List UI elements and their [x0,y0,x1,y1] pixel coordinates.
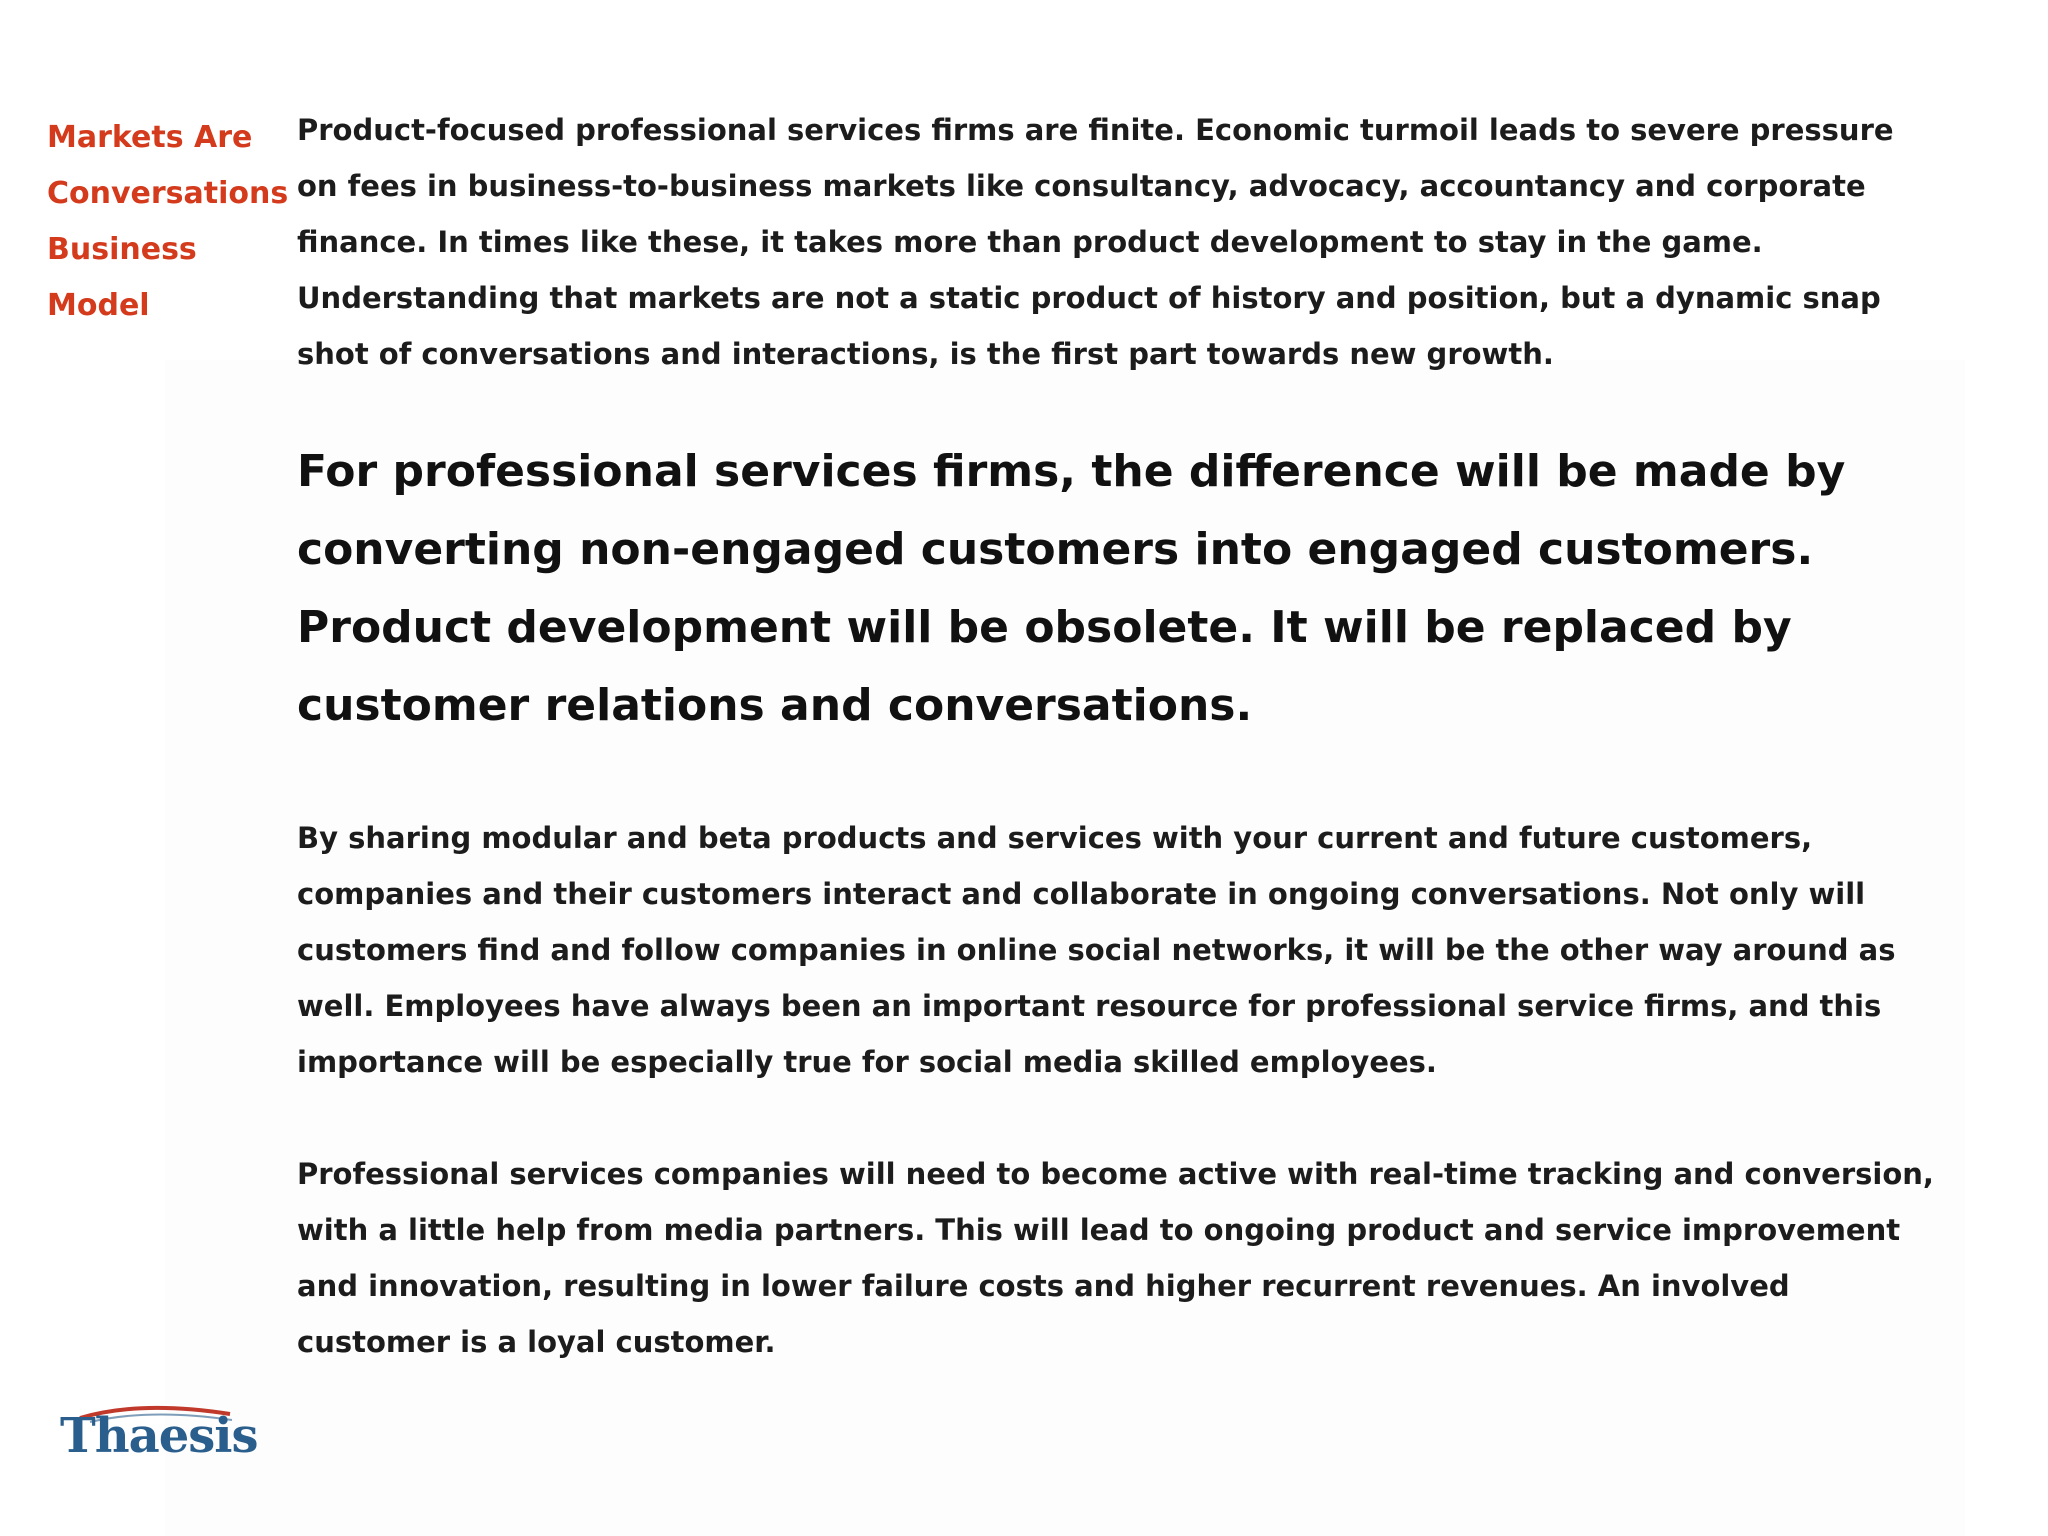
section-title-line: Markets Are [47,120,253,155]
quote-line: Product development will be obsolete. It will be replaced by [297,602,1792,653]
text-line: with a little help from media partners. This will lead to ongoing product and service improvement [297,1213,1901,1247]
intro-paragraph [297,102,1957,382]
quote-line: customer relations and conversations. [297,680,1253,731]
pull-quote [297,433,1957,745]
section-title-line: Conversations [47,176,289,211]
quote-line: For professional services firms, the difference will be made by [297,446,1846,497]
text-line: shot of conversations and interactions, is the first part towards new growth. [297,337,1554,371]
text-line: and innovation, resulting in lower failure costs and higher recurrent revenues. An involved [297,1269,1790,1303]
text-line: importance will be especially true for social media skilled employees. [297,1045,1437,1079]
text-line: finance. In times like these, it takes more than product development to stay in the game. [297,225,1763,259]
section-title [47,110,287,334]
thaesis-logo [60,1400,258,1470]
text-line: Understanding that markets are not a static product of history and position, but a dynamic snap [297,281,1881,315]
section-title-line: Business [47,232,197,267]
text-line: customer is a loyal customer. [297,1325,776,1359]
text-line: By sharing modular and beta products and services with your current and future customers, [297,821,1813,855]
body-paragraph-3 [297,1146,1957,1370]
text-line: well. Employees have always been an important resource for professional service firms, and this [297,989,1882,1023]
text-line: Professional services companies will need to become active with real-time tracking and conversion, [297,1157,1934,1191]
quote-line: converting non-engaged customers into engaged customers. [297,524,1814,575]
text-line: Product-focused professional services firms are finite. Economic turmoil leads to severe pressure [297,113,1894,147]
logo-text: Thaesis [60,1408,258,1464]
text-line: on fees in business-to-business markets like consultancy, advocacy, accountancy and corporate [297,169,1866,203]
body-paragraph-2 [297,810,1957,1090]
text-line: companies and their customers interact and collaborate in ongoing conversations. Not only will [297,877,1866,911]
text-line: customers find and follow companies in online social networks, it will be the other way around as [297,933,1896,967]
section-title-line: Model [47,288,150,323]
